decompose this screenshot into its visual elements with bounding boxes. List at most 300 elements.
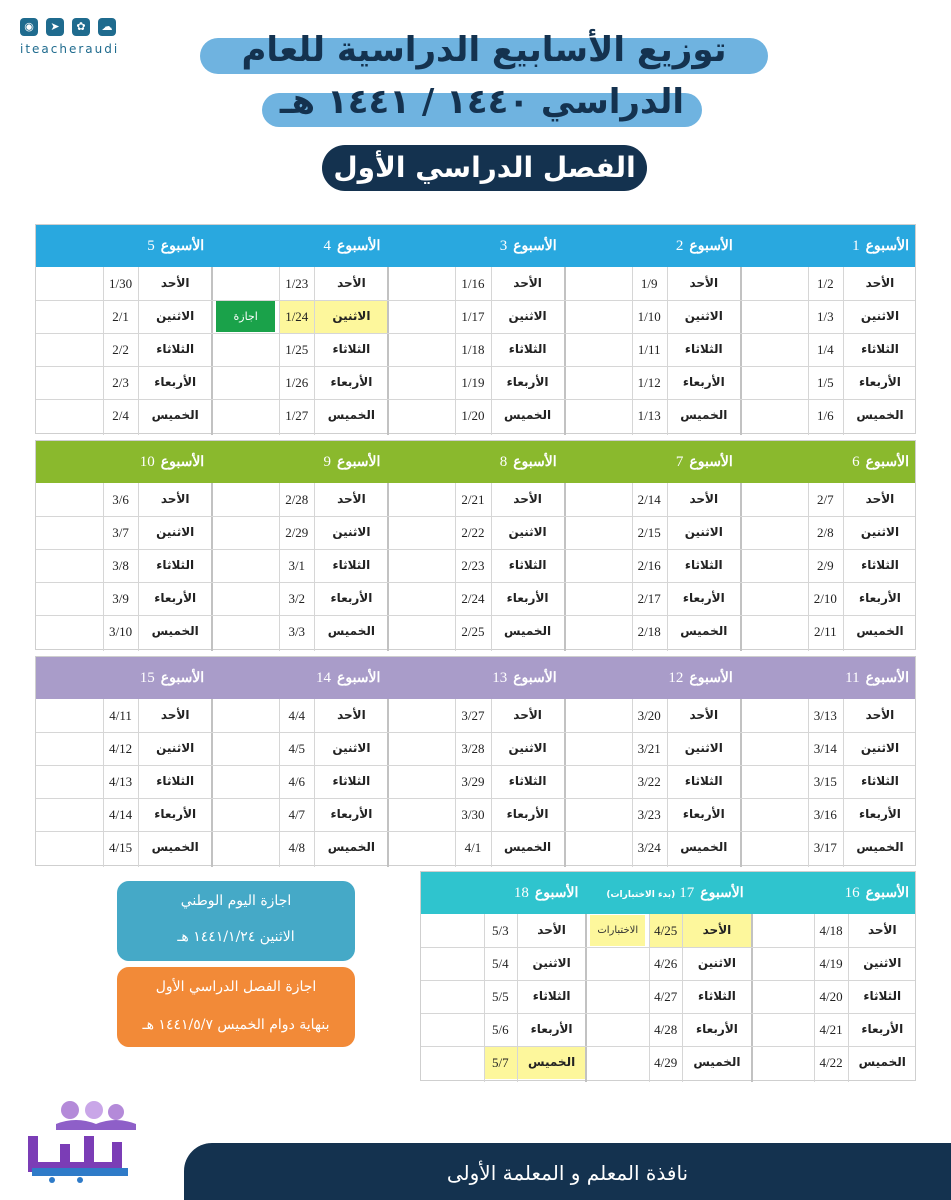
week-9-date: 3/2 [288,591,306,606]
week-13-date: 3/27 [461,708,485,723]
week-16-date: 4/20 [819,989,843,1004]
day-name: الثلاثاء [861,558,899,572]
day-name: الثلاثاء [861,774,899,788]
week-10-date: 3/8 [112,558,129,573]
week-8-date: 2/25 [461,624,485,639]
week-16-date: 4/22 [819,1055,843,1070]
week-18-date: 5/4 [492,956,509,971]
national-day-note-date: الاثنين ١٤٤١/١/٢٤ هـ [177,929,295,945]
week-15-date: 4/12 [109,741,133,756]
week-label: الأسبوع [513,454,557,470]
week-4-date: 1/23 [285,276,309,291]
week-label: الأسبوع [160,670,205,686]
grid-line [632,699,633,867]
week-header-5 [38,225,204,267]
day-name: الخميس [151,624,199,638]
week-number: 10 [139,454,155,470]
day-name: الأربعاء [154,807,197,821]
week-label: الأسبوع [534,885,579,901]
day-name: الثلاثاء [698,989,736,1003]
day-name: الخميس [856,624,904,638]
grid-line [314,699,315,867]
holiday-tag: اجازة [216,301,275,332]
day-name: الاثنين [508,309,547,323]
week-header-13 [390,657,556,699]
grid-line [667,699,668,867]
week-7-date: 2/14 [637,492,661,507]
day-name: الأربعاء [682,375,725,389]
week-number: 9 [323,454,331,470]
day-name: الأربعاء [859,807,901,821]
week-number: 1 [852,238,860,254]
week-number: 7 [675,454,684,470]
week-14-date: 4/8 [288,840,306,855]
day-name: الأحد [537,923,566,937]
semester-title: الفصل الدراسي الأول [322,145,647,191]
week-10-date: 3/9 [112,591,129,606]
day-name: الثلاثاء [156,558,195,572]
grid-line [808,699,809,867]
day-name: الأربعاء [330,807,373,821]
day-name: الأربعاء [859,591,901,605]
weeks-block-header [36,225,915,267]
week-header-10 [38,441,204,483]
week-number: 6 [852,454,860,470]
week-header-9 [214,441,380,483]
grid-line [421,947,915,948]
day-name: الخميس [680,408,728,422]
week-14-date: 4/5 [288,741,306,756]
national-day-note-title: اجازة اليوم الوطني [180,893,292,909]
day-name: الأربعاء [530,1022,573,1036]
day-name: الأحد [160,492,190,506]
day-name: الاثنين [684,525,723,539]
week-4-date: 1/26 [285,375,309,390]
week-header-11 [743,657,909,699]
day-name: الخميس [504,624,552,638]
week-label: الأسبوع [865,885,909,901]
week-11-date: 3/13 [813,708,837,723]
week-2-date: 1/12 [637,375,661,390]
week-header-16 [754,872,909,914]
grid-line [517,914,518,1082]
day-name: الاثنين [156,741,195,755]
weeks-block-header [36,657,915,699]
day-name: الأربعاء [506,591,549,605]
week-9-date: 3/3 [288,624,306,639]
day-name: الأحد [513,276,542,290]
week-5-date: 1/30 [109,276,133,291]
week-17-date: 4/28 [654,1022,678,1037]
week-divider [387,267,389,435]
grid-line [455,267,456,435]
week-5-date: 2/3 [112,375,129,390]
grid-line [36,366,915,367]
grid-line [36,333,915,334]
day-name: الثلاثاء [156,774,195,788]
week-7-date: 2/18 [637,624,661,639]
grid-line [314,483,315,651]
day-name: الأحد [337,276,366,290]
week-1-date: 1/2 [817,276,834,291]
week-1-date: 1/6 [817,408,834,423]
week-number: 8 [499,454,508,470]
day-name: الاثنين [860,309,900,323]
week-18-date: 5/5 [492,989,509,1004]
day-name: الأحد [682,914,751,947]
week-header-8 [390,441,556,483]
week-13-date: 3/29 [461,774,485,789]
day-name: الاثنين [684,741,723,755]
day-name: الأحد [689,276,719,290]
day-name: الأحد [513,492,542,506]
week-label: الأسبوع [865,670,909,686]
week-divider [211,267,213,435]
week-14-date: 4/7 [288,807,306,822]
week-label: الأسبوع [336,454,381,470]
weeks-block-header [36,441,915,483]
day-name: الاثنين [156,525,195,539]
grid-line [814,914,815,1082]
week-6-date: 2/10 [813,591,837,606]
exams-tag: الاختبارات [590,915,645,946]
day-name: الاثنين [863,956,902,970]
day-name: الاثنين [684,309,723,323]
week-header-2 [567,225,733,267]
week-divider [585,914,587,1082]
week-6-date: 2/8 [817,525,834,540]
day-name: الأحد [865,276,895,290]
grid-line [455,483,456,651]
week-divider [564,483,566,651]
day-name: الثلاثاء [684,558,723,572]
social-icons [20,18,116,36]
week-12-date: 3/21 [637,741,661,756]
week-3-date: 1/18 [461,342,485,357]
week-6-date: 2/9 [817,558,834,573]
day-name: الأربعاء [695,1022,738,1036]
grid-line [421,980,915,981]
title-line-1: توزيع الأسابيع الدراسية للعام [200,38,768,74]
day-name: الخميس [856,408,904,422]
snapchat-icon[interactable]: ☁ [98,18,116,36]
week-divider [751,914,753,1082]
week-label: الأسبوع [689,238,733,254]
week-label: الأسبوع [336,238,381,254]
day-name: الأحد [160,708,190,722]
semester-end-note [117,967,355,1047]
day-name: الخميس [680,624,728,638]
week-divider [387,699,389,867]
grid-line [491,483,492,651]
week-2-date: 1/11 [637,342,661,357]
week-13-date: 3/30 [461,807,485,822]
week-number: 12 [668,670,684,686]
day-name: الثلاثاء [508,774,547,788]
week-18-date: 5/3 [492,923,509,938]
grid-line [484,914,485,1082]
grid-line [314,267,315,435]
week-4-date: 1/25 [285,342,309,357]
week-16-date: 4/19 [819,956,843,971]
week-9-date: 2/29 [285,525,309,540]
grid-line [421,1013,915,1014]
week-number: 13 [492,670,508,686]
week-divider [740,699,742,867]
grid-line [667,267,668,435]
day-name: الثلاثاء [508,558,547,572]
week-label: الأسبوع [865,454,909,470]
week-label: الأسبوع [160,238,205,254]
week-16-date: 4/21 [819,1022,843,1037]
week-number: 17 [679,885,695,901]
day-name: الأحد [865,492,895,506]
week-header-4 [214,225,380,267]
day-name: الثلاثاء [156,342,195,356]
week-2-date: 1/13 [637,408,661,423]
week-header-1 [743,225,909,267]
week-header-7 [567,441,733,483]
grid-line [682,914,683,1082]
grid-line [138,699,139,867]
day-name: الخميس [693,1055,741,1069]
footer-banner: نافذة المعلم و المعلمة الأولى [184,1143,951,1200]
weeks-block-2 [35,440,916,650]
week-8-date: 2/21 [461,492,485,507]
week-11-date: 3/17 [813,840,837,855]
semester-end-note-date: بنهاية دوام الخميس ١٤٤١/٥/٧ هـ [142,1017,330,1033]
week-12-date: 3/20 [637,708,661,723]
day-name: الاثنين [508,525,547,539]
day-name: الاثنين [860,741,900,755]
grid-line [138,483,139,651]
day-name: الاثنين [156,309,195,323]
day-name: الثلاثاء [861,342,899,356]
day-name: الخميس [856,840,904,854]
grid-line [103,267,104,435]
grid-line [279,267,280,435]
grid-line [138,267,139,435]
week-number: 14 [315,670,331,686]
day-name: الخميس [504,408,552,422]
week-divider [211,699,213,867]
week-number: 3 [499,238,508,254]
week-number: 15 [139,670,155,686]
week-18-date: 5/7 [484,1046,517,1079]
grid-line [103,483,104,651]
day-name: الأحد [867,923,897,937]
week-header-12 [567,657,733,699]
day-name: الثلاثاء [508,342,547,356]
week-label: الأسبوع [865,238,909,254]
week-5-date: 2/1 [112,309,129,324]
semester-end-note-title: اجازة الفصل الدراسي الأول [155,979,317,995]
week-15-date: 4/14 [109,807,133,822]
week-header-14 [214,657,380,699]
day-name: الأحد [337,492,366,506]
day-name: الاثنين [697,956,737,970]
week-subtitle: (بدء الاختبارات) [606,890,676,900]
grid-line [491,267,492,435]
week-5-date: 2/4 [112,408,129,423]
week-1-date: 1/5 [817,375,834,390]
title-line-2: الدراسي ١٤٤٠ / ١٤٤١ هـ [262,93,702,127]
week-divider [564,267,566,435]
week-15-date: 4/13 [109,774,133,789]
week-17-date: 4/27 [654,989,678,1004]
week-header-3 [390,225,556,267]
week-10-date: 3/7 [112,525,129,540]
week-2-date: 1/9 [640,276,658,291]
day-name: الأحد [865,708,895,722]
grid-line [421,1046,915,1047]
week-6-date: 2/7 [817,492,834,507]
day-name: الخميس [151,408,199,422]
grid-line [36,765,915,766]
week-header-18 [423,872,578,914]
day-name: الثلاثاء [332,774,371,788]
week-number: 5 [147,238,155,254]
week-7-date: 2/17 [637,591,661,606]
week-14-date: 4/6 [288,774,306,789]
day-name: الخميس [327,840,375,854]
day-name: الثلاثاء [332,342,371,356]
twitter-icon[interactable]: ✿ [72,18,90,36]
week-divider [564,699,566,867]
week-4-date: 1/27 [285,408,309,423]
day-name: الأربعاء [859,375,901,389]
day-name: الثلاثاء [684,774,723,788]
day-name: الأحد [513,708,542,722]
grid-line [667,483,668,651]
grid-line [279,483,280,651]
day-name: الأحد [689,708,719,722]
week-18-date: 5/6 [492,1022,509,1037]
grid-line [36,798,915,799]
week-label: الأسبوع [513,670,557,686]
week-14-date: 4/4 [288,708,306,723]
day-name: الخميس [327,624,375,638]
week-3-date: 1/16 [461,276,485,291]
day-name: الخميس [327,408,375,422]
day-name: الأربعاء [506,807,549,821]
day-name: الثلاثاء [332,558,371,572]
week-number: 2 [675,238,684,254]
day-name: الأربعاء [154,591,197,605]
day-name: الاثنين [532,956,571,970]
week-header-17 [588,872,743,914]
week-9-date: 3/1 [288,558,306,573]
grid-line [808,483,809,651]
day-name: الاثنين [860,525,900,539]
grid-line [808,267,809,435]
weeks-block-3 [35,656,916,866]
week-number: 4 [323,238,331,254]
grid-line [279,699,280,867]
week-9-date: 2/28 [285,492,309,507]
week-label: الأسبوع [336,670,381,686]
day-name: الاثنين [508,741,547,755]
grid-line [36,831,915,832]
week-11-date: 3/15 [813,774,837,789]
grid-line [491,699,492,867]
week-3-date: 1/20 [461,408,485,423]
day-name: الخميس [151,840,199,854]
day-name: الأربعاء [330,591,373,605]
grid-line [36,300,915,301]
day-name: الأحد [337,708,366,722]
week-divider [387,483,389,651]
week-15-date: 4/15 [109,840,133,855]
grid-line [36,732,915,733]
weeks-block-4 [420,871,916,1081]
day-name: الاثنين [332,525,371,539]
week-15-date: 4/11 [109,708,132,723]
day-name: الخميس [680,840,728,854]
grid-line [36,399,915,400]
instagram-icon[interactable]: ◉ [20,18,38,36]
week-label: الأسبوع [689,670,733,686]
day-name: الثلاثاء [532,989,571,1003]
week-7-date: 2/16 [637,558,661,573]
national-day-note [117,881,355,961]
week-1-date: 1/3 [817,309,834,324]
week-number: 11 [845,670,860,686]
day-name: الخميس [504,840,552,854]
week-16-date: 4/18 [819,923,843,938]
brand-handle: iteacheraudi [20,42,120,56]
week-10-date: 3/6 [112,492,129,507]
week-1-date: 1/4 [817,342,834,357]
week-3-date: 1/19 [461,375,485,390]
day-name: الأحد [689,492,719,506]
week-divider [211,483,213,651]
week-header-6 [743,441,909,483]
grid-line [455,699,456,867]
day-name: الخميس [517,1046,586,1079]
weeks-block-1 [35,224,916,434]
telegram-icon[interactable]: ➤ [46,18,64,36]
day-name: الأربعاء [330,375,373,389]
grid-line [632,267,633,435]
week-10-date: 3/10 [109,624,133,639]
grid-line [36,516,915,517]
week-5-date: 2/2 [112,342,129,357]
grid-line [848,914,849,1082]
week-12-date: 3/22 [637,774,661,789]
grid-line [36,549,915,550]
talabna-logo [22,1096,142,1186]
weeks-block-header [421,872,915,914]
week-11-date: 3/14 [813,741,837,756]
day-name: الثلاثاء [863,989,902,1003]
day-name: الأربعاء [682,591,725,605]
week-number: 16 [844,885,860,901]
day-name: الأربعاء [506,375,549,389]
day-name: الاثنين [332,741,371,755]
day-name: الأحد [160,276,190,290]
week-divider [740,267,742,435]
week-12-date: 3/24 [637,840,661,855]
day-name: الخميس [858,1055,906,1069]
week-11-date: 3/16 [813,807,837,822]
week-8-date: 2/24 [461,591,485,606]
grid-line [103,699,104,867]
grid-line [843,267,844,435]
week-label: الأسبوع [700,885,744,901]
week-header-15 [38,657,204,699]
day-name: الأربعاء [861,1022,904,1036]
